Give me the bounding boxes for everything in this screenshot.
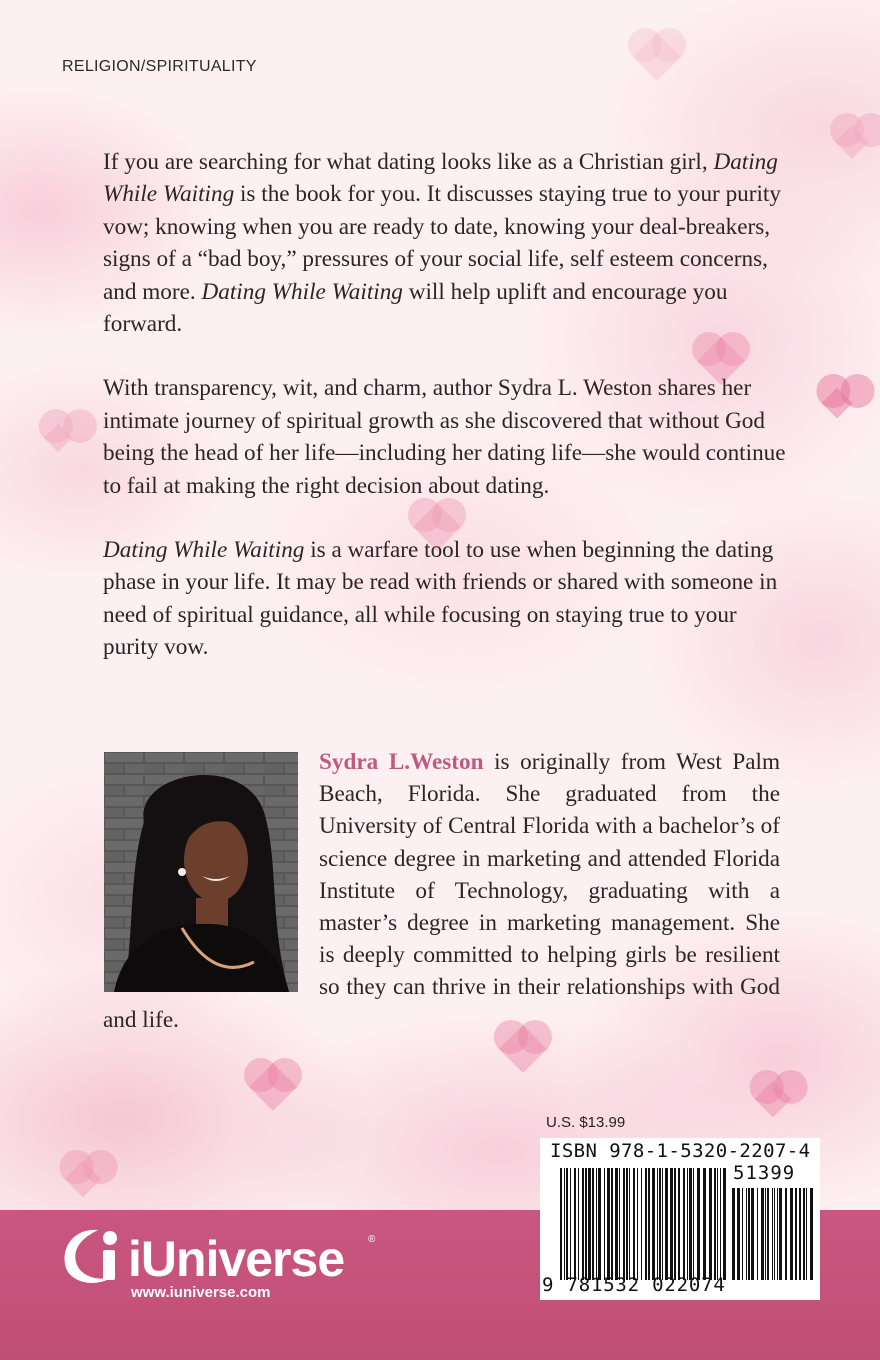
- barcode-bar: [697, 1168, 700, 1280]
- barcode-bar: [564, 1168, 565, 1280]
- barcode-bar: [665, 1168, 668, 1280]
- barcode-bar: [720, 1168, 721, 1280]
- barcode-bar: [662, 1168, 663, 1280]
- heart-decoration: [755, 1081, 792, 1118]
- blurb-paragraph-3: [103, 534, 793, 664]
- isbn-text: ISBN 978-1-5320-2207-4: [550, 1140, 811, 1162]
- barcode-bar: [570, 1168, 571, 1280]
- barcode-bar: [592, 1168, 594, 1280]
- barcode-bar: [785, 1188, 787, 1280]
- barcode-bar: [761, 1188, 764, 1280]
- barcode-bar: [772, 1188, 773, 1280]
- barcode-bar: [652, 1168, 655, 1280]
- barcode-bar: [709, 1168, 712, 1280]
- ean-number: 9 781532 022074: [542, 1274, 726, 1296]
- barcode-bar: [774, 1188, 775, 1280]
- price-label: U.S. $13.99: [546, 1114, 626, 1131]
- barcode-bar: [566, 1168, 568, 1280]
- blurb-paragraph-2: With transparency, wit, and charm, author Sydra L. Weston shares her intimate journey of spiritual growth as she discovered that without God being the head of her life—including her dating life—she would continue to fail at making the right decision about dating.: [103, 375, 786, 499]
- blurb-text: will help uplift and encourage you forward.: [103, 278, 728, 338]
- book-title: Dating While Waiting: [103, 537, 305, 564]
- barcode-bar: [604, 1168, 605, 1280]
- barcode-bar: [799, 1188, 801, 1280]
- barcode-bar: [641, 1168, 642, 1280]
- barcode-bar: [560, 1168, 562, 1280]
- barcode-bar: [742, 1188, 743, 1280]
- barcode-bar: [693, 1168, 694, 1280]
- publisher-name: iUniverse: [128, 1231, 345, 1287]
- barcode-bar: [659, 1168, 661, 1280]
- heart-decoration: [835, 125, 869, 159]
- barcode-bar: [619, 1168, 620, 1280]
- publisher-url: www.iuniverse.com: [131, 1284, 271, 1301]
- heart-decoration: [633, 33, 681, 81]
- barcode-bar: [657, 1168, 658, 1280]
- barcode: [540, 1138, 820, 1300]
- barcode-bar: [629, 1168, 630, 1280]
- barcode-bar: [687, 1168, 688, 1280]
- barcode-bar: [795, 1188, 797, 1280]
- barcode-bar: [615, 1168, 618, 1280]
- barcode-bar: [578, 1168, 579, 1280]
- barcode-bar: [765, 1188, 766, 1280]
- barcode-bar: [777, 1188, 778, 1280]
- publisher-logo: [58, 1224, 388, 1304]
- barcode-bar: [748, 1188, 750, 1280]
- barcode-bar: [607, 1168, 610, 1280]
- ean-barcode: [560, 1168, 728, 1280]
- category-label: RELIGION/SPIRITUALITY: [62, 58, 257, 75]
- barcode-bar: [633, 1168, 635, 1280]
- barcode-bar: [746, 1188, 747, 1280]
- barcode-bar: [678, 1168, 680, 1280]
- barcode-bar: [626, 1168, 628, 1280]
- iuniverse-swirl-icon: [58, 1224, 128, 1288]
- barcode-bar: [648, 1168, 650, 1280]
- barcode-bar: [674, 1168, 676, 1280]
- barcode-bar: [806, 1188, 807, 1280]
- registered-mark: ®: [368, 1234, 376, 1245]
- addon-barcode: [732, 1188, 814, 1280]
- author-bio: [103, 746, 780, 1036]
- barcode-bar: [582, 1168, 584, 1280]
- author-name: Sydra L.Weston: [319, 749, 484, 775]
- barcode-bar: [717, 1168, 718, 1280]
- barcode-bar: [790, 1188, 793, 1280]
- barcode-bar: [703, 1168, 706, 1280]
- book-title: Dating While Waiting: [103, 149, 778, 208]
- heart-decoration: [249, 1063, 297, 1111]
- barcode-bar: [623, 1168, 625, 1280]
- barcode-bar: [803, 1188, 805, 1280]
- barcode-bar: [779, 1188, 782, 1280]
- barcode-bar: [574, 1168, 576, 1280]
- barcode-bar: [810, 1188, 813, 1280]
- barcode-bar: [683, 1168, 685, 1280]
- blurb-text: If you are searching for what dating looks like as a Christian girl,: [103, 149, 714, 175]
- barcode-bar: [670, 1168, 673, 1280]
- barcode-bar: [645, 1168, 647, 1280]
- barcode-bar: [714, 1168, 716, 1280]
- book-title: Dating While Waiting: [201, 278, 403, 305]
- barcode-bar: [751, 1188, 754, 1280]
- addon-code: 51399: [733, 1162, 796, 1184]
- barcode-bar: [598, 1168, 601, 1280]
- heart-decoration: [821, 387, 852, 418]
- barcode-bar: [737, 1188, 740, 1280]
- blurb-text: is the book for you. It discusses staying true to your purity vow; knowing when you are ready to date, knowing your deal-breakers, signs of a “bad boy,” pressures of your social life, self esteem concerns, and more.: [103, 181, 781, 305]
- barcode-bar: [689, 1168, 692, 1280]
- heart-decoration: [44, 424, 72, 452]
- barcode-bar: [585, 1168, 587, 1280]
- blurb-paragraph-1: [103, 146, 793, 340]
- barcode-bar: [732, 1188, 735, 1280]
- barcode-bar: [596, 1168, 597, 1280]
- barcode-bar: [637, 1168, 638, 1280]
- blurb-text: is a warfare tool to use when beginning the dating phase in your life. It may be read with friends or shared with someone in need of spiritual guidance, all while focusing on staying true to your purity vow.: [103, 537, 778, 661]
- barcode-bar: [588, 1168, 591, 1280]
- author-bio-text: is originally from West Palm Beach, Florida. She graduated from the University of Central Florida with a bachelor’s of science degree in marketing and attended Florida Institute of Technology, graduating with a master’s degree in marketing management. She is deeply committed to helping girls be resilient so they can thrive in their relationships with God and life.: [103, 749, 781, 1033]
- barcode-bar: [611, 1168, 613, 1280]
- barcode-bar: [723, 1168, 726, 1280]
- barcode-bar: [757, 1188, 758, 1280]
- heart-decoration: [65, 1161, 102, 1198]
- barcode-bar: [767, 1188, 769, 1280]
- blurb: [103, 146, 793, 696]
